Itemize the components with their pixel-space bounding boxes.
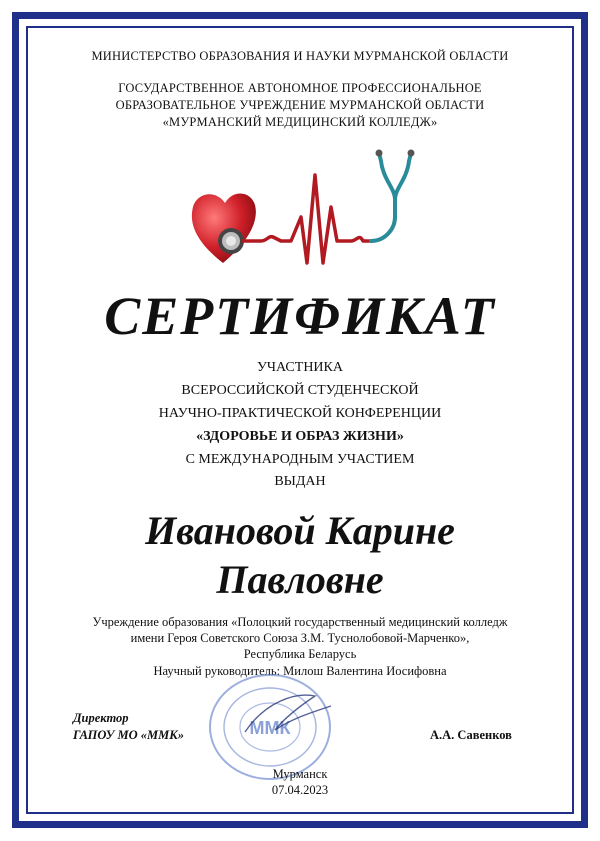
certificate-title: СЕРТИФИКАТ (104, 286, 496, 346)
supervisor-line: Научный руководитель: Милош Валентина Иосифовна (153, 664, 447, 678)
ministry-header: МИНИСТЕРСТВО ОБРАЗОВАНИЯ И НАУКИ МУРМАНСКОЙ ОБЛАСТИ (91, 49, 509, 63)
issue-city: Мурманск (272, 767, 328, 781)
signatory-name: А.А. Савенков (430, 728, 512, 742)
org-line-2: ОБРАЗОВАТЕЛЬНОЕ УЧРЕЖДЕНИЕ МУРМАНСКОЙ ОБЛАСТИ (115, 98, 485, 112)
org-line-3: «МУРМАНСКИЙ МЕДИЦИНСКИЙ КОЛЛЕДЖ» (162, 115, 438, 129)
signatory-role-1: Директор (73, 711, 129, 725)
body-line-3: НАУЧНО-ПРАКТИЧЕСКОЙ КОНФЕРЕНЦИИ (158, 406, 442, 421)
stamp-text: ММК (249, 718, 291, 738)
details-line-3: Республика Беларусь (243, 647, 357, 661)
recipient-name-line-1: Ивановой Карине (145, 508, 455, 553)
body-line-5: С МЕЖДУНАРОДНЫМ УЧАСТИЕМ (185, 452, 415, 467)
heart-icon (192, 193, 256, 263)
body-line-2: ВСЕРОССИЙСКОЙ СТУДЕНЧЕСКОЙ (181, 383, 419, 398)
conference-name: «ЗДОРОВЬЕ И ОБРАЗ ЖИЗНИ» (196, 429, 404, 444)
recipient-name-line-2: Павловне (216, 557, 384, 602)
details-line-1: Учреждение образования «Полоцкий государственный медицинский колледж (92, 615, 508, 629)
body-line-1: УЧАСТНИКА (257, 360, 343, 375)
issue-date: 07.04.2023 (271, 783, 329, 797)
ecg-tube (243, 175, 371, 263)
body-line-6: ВЫДАН (274, 474, 326, 489)
stethoscope-icon (371, 153, 411, 241)
org-line-1: ГОСУДАРСТВЕННОЕ АВТОНОМНОЕ ПРОФЕССИОНАЛЬНОЕ (118, 81, 482, 95)
signatory-role-2: ГАПОУ МО «ММК» (73, 728, 184, 742)
heart-stethoscope-illustration (185, 145, 425, 275)
details-line-2: имени Героя Советского Союза З.М. Туснолобовой-Марченко», (130, 631, 470, 645)
